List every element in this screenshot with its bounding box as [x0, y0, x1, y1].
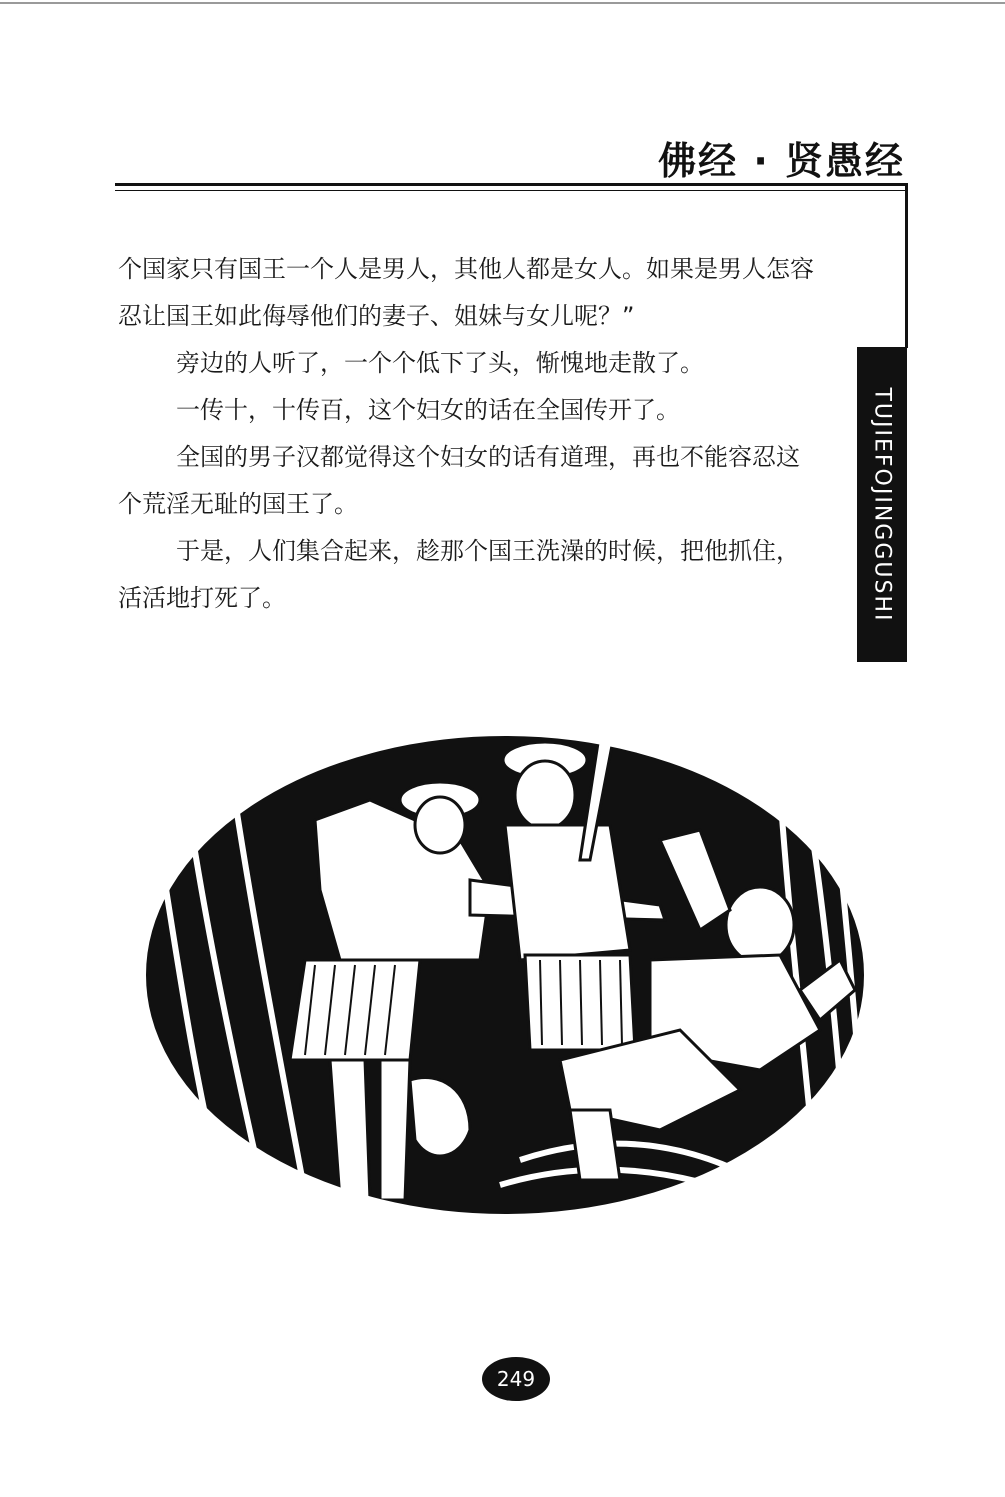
paragraph: 旁边的人听了，一个个低下了头，惭愧地走散了。: [176, 349, 704, 377]
paragraph: 一传十，十传百，这个妇女的话在全国传开了。: [176, 396, 680, 424]
story-illustration: [140, 730, 870, 1220]
body-text: [118, 246, 818, 622]
side-tab-label: TUJIEFOJINGGUSHI: [869, 386, 895, 623]
paragraph: 全国的男子汉都觉得这个妇女的话有道理，再也不能容忍这个荒淫无耻的国王了。: [118, 443, 800, 518]
page-number-label: 249: [496, 1367, 536, 1391]
paragraph: 于是，人们集合起来，趁那个国王洗澡的时候，把他抓住，活活地打死了。: [118, 537, 800, 612]
header-rule-vertical: [905, 183, 908, 348]
paragraph: 个国家只有国王一个人是男人，其他人都是女人。如果是男人怎容忍让国王如此侮辱他们的妻子、姐妹与女儿呢？”: [118, 255, 814, 330]
running-header-title: 佛经 · 贤愚经: [658, 139, 905, 183]
side-tab: [857, 347, 907, 662]
page-number: [482, 1357, 550, 1401]
header-rule-thick: [115, 183, 908, 186]
header-rule-thin: [115, 190, 908, 191]
top-edge-rule: [0, 2, 1005, 4]
